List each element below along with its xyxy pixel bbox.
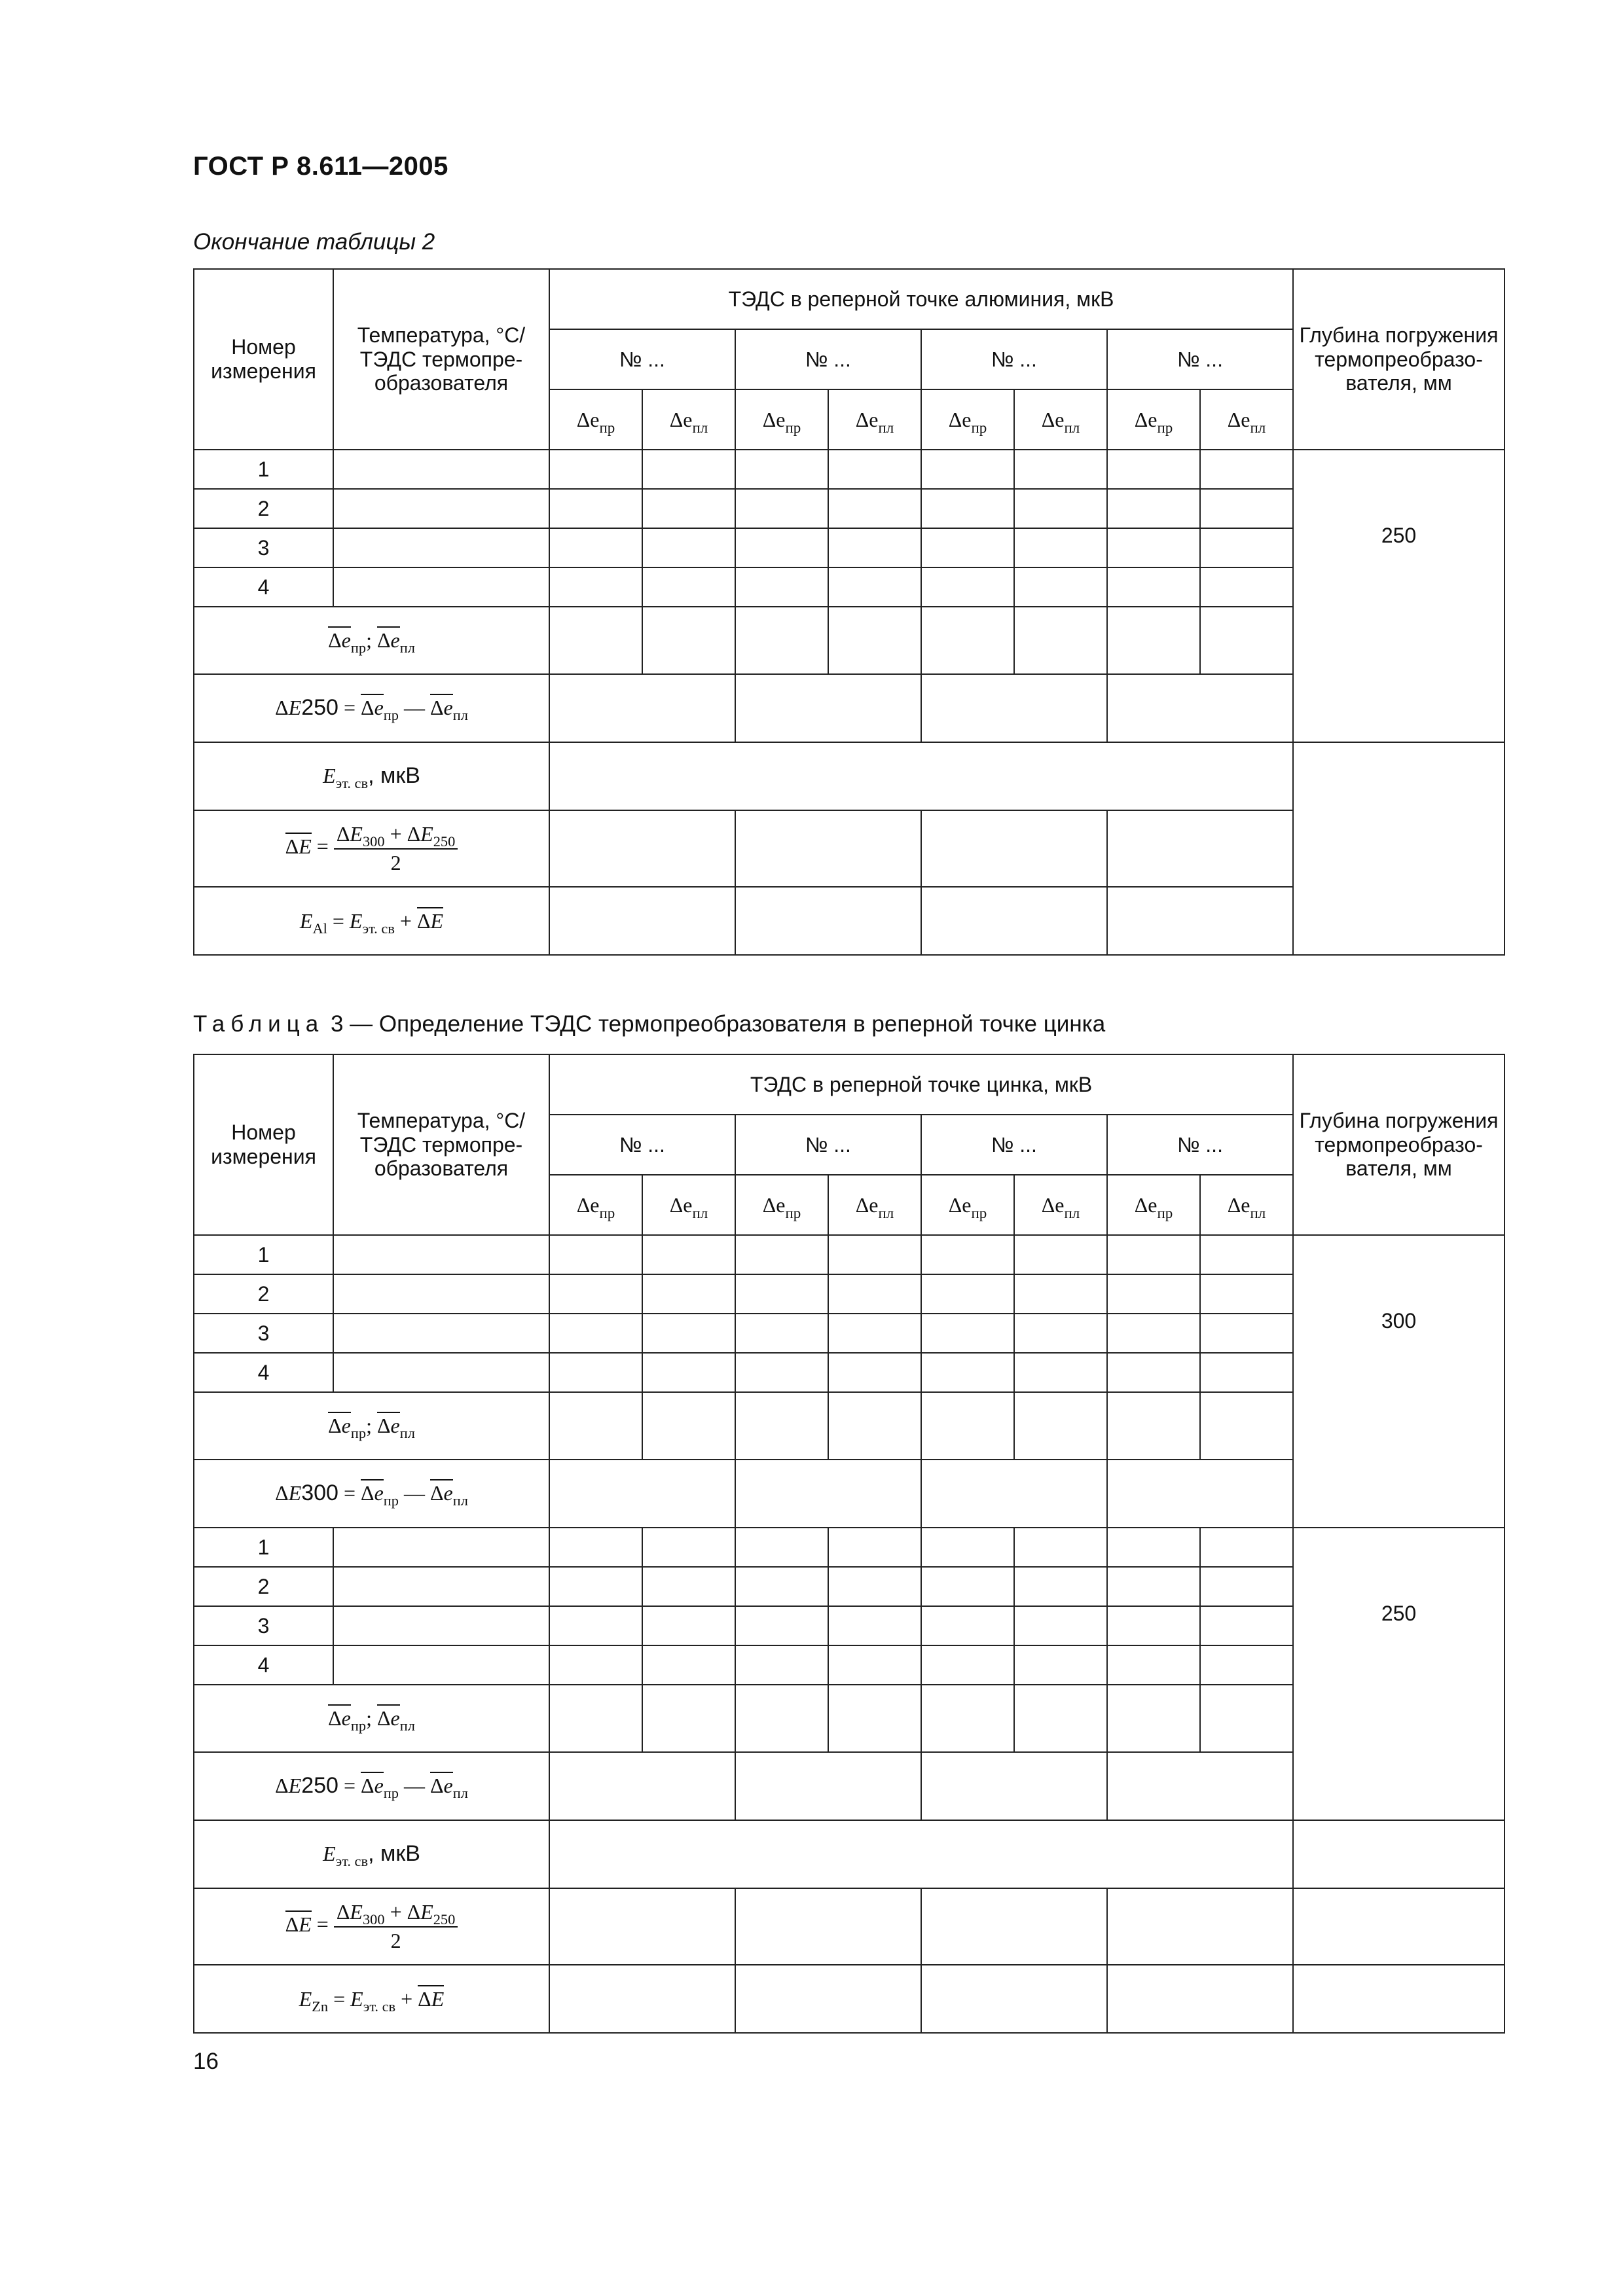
- data-cell: [549, 1645, 642, 1685]
- data-cell: [828, 1314, 921, 1353]
- data-cell: [1014, 1685, 1107, 1752]
- data-cell: [642, 607, 735, 674]
- data-cell: [921, 1353, 1014, 1392]
- header-instrument-no: № ...: [735, 1115, 921, 1175]
- temperature-cell: [333, 1314, 549, 1353]
- data-cell: [1107, 887, 1293, 955]
- header-instrument-no: № ...: [921, 1115, 1107, 1175]
- data-cell: [735, 674, 921, 742]
- data-cell: [549, 567, 642, 607]
- data-cell: [1107, 528, 1200, 567]
- data-cell: [735, 1567, 828, 1606]
- row-number: 2: [194, 1274, 333, 1314]
- data-cell: [1014, 1314, 1107, 1353]
- header-delta-e-pr: $\Delta e_{пр}$: [549, 1175, 642, 1235]
- temperature-cell: [333, 489, 549, 528]
- data-cell: [642, 1235, 735, 1274]
- immersion-depth-value: [1293, 1528, 1504, 1820]
- data-cell: [549, 1820, 1293, 1888]
- data-cell: [828, 1567, 921, 1606]
- data-cell: [921, 1314, 1014, 1353]
- data-cell: [1107, 1314, 1200, 1353]
- data-cell: [549, 1685, 642, 1752]
- data-cell: [1200, 528, 1293, 567]
- row-number: 1: [194, 450, 333, 489]
- row-number: 3: [194, 1314, 333, 1353]
- data-cell: [549, 1314, 642, 1353]
- data-cell: [921, 1567, 1014, 1606]
- empty-depth-cell: [1293, 742, 1504, 955]
- data-cell: [1107, 810, 1293, 887]
- row-number: 4: [194, 1645, 333, 1685]
- data-cell: [549, 1888, 735, 1965]
- header-delta-e-pr: $\Delta e_{пр}$: [1107, 1175, 1200, 1235]
- data-cell: [642, 1606, 735, 1645]
- data-cell: [642, 1274, 735, 1314]
- header-delta-e-pl: $\Delta e_{пл}$: [1014, 389, 1107, 450]
- data-cell: [1014, 607, 1107, 674]
- table-row: [194, 1528, 1504, 1567]
- data-cell: [1107, 1235, 1200, 1274]
- data-cell: [1107, 489, 1200, 528]
- header-delta-e-pr: $\Delta e_{пр}$: [735, 1175, 828, 1235]
- data-cell: [642, 528, 735, 567]
- header-delta-e-pl: $\Delta e_{пл}$: [828, 1175, 921, 1235]
- data-cell: [735, 1392, 828, 1460]
- data-cell: [735, 489, 828, 528]
- data-cell: [1107, 674, 1293, 742]
- data-cell: [1014, 1235, 1107, 1274]
- data-cell: [735, 1314, 828, 1353]
- data-cell: [642, 1567, 735, 1606]
- data-cell: [828, 607, 921, 674]
- delta-e250-formula: $\Delta E250 = \Delta e_{пр}$ — $\Delta e_{пл}$: [194, 1752, 549, 1820]
- data-cell: [642, 489, 735, 528]
- data-cell: [1107, 1645, 1200, 1685]
- mean-delta-e-formula: ΔE = $\frac{\Delta E_{300} + \Delta E_{250}}{2}$: [194, 810, 549, 887]
- data-cell: [921, 528, 1014, 567]
- data-cell: [1107, 1274, 1200, 1314]
- data-cell: [735, 1888, 921, 1965]
- data-cell: [1014, 489, 1107, 528]
- data-cell: [642, 450, 735, 489]
- data-cell: [1200, 1567, 1293, 1606]
- header-delta-e-pr: $\Delta e_{пр}$: [1107, 389, 1200, 450]
- data-cell: [1200, 1645, 1293, 1685]
- data-cell: [921, 1685, 1014, 1752]
- data-cell: [1200, 1353, 1293, 1392]
- data-cell: [1200, 1392, 1293, 1460]
- mean-deviation-formula: $\Delta e_{пр}$; $\Delta e_{пл}$: [194, 607, 549, 674]
- empty-depth-cell: [1293, 1965, 1504, 2033]
- temperature-cell: [333, 1645, 549, 1685]
- row-number: 1: [194, 1528, 333, 1567]
- data-cell: [1014, 567, 1107, 607]
- data-cell: [642, 1528, 735, 1567]
- data-cell: [921, 1965, 1107, 2033]
- data-cell: [1200, 450, 1293, 489]
- data-cell: [828, 1235, 921, 1274]
- header-instrument-no: № ...: [549, 1115, 735, 1175]
- data-cell: [1014, 1274, 1107, 1314]
- data-cell: [1107, 1567, 1200, 1606]
- mean-deviation-formula: $\Delta e_{пр}$; $\Delta e_{пл}$: [194, 1392, 549, 1460]
- header-delta-e-pl: $\Delta e_{пл}$: [642, 1175, 735, 1235]
- header-delta-e-pr: $\Delta e_{пр}$: [735, 389, 828, 450]
- data-cell: [828, 567, 921, 607]
- header-delta-e-pl: $\Delta e_{пл}$: [642, 389, 735, 450]
- temperature-cell: [333, 450, 549, 489]
- data-cell: [549, 1752, 735, 1820]
- empty-depth-cell: [1293, 1820, 1504, 1888]
- data-cell: [735, 607, 828, 674]
- table-3-caption: [193, 1011, 1105, 1037]
- data-cell: [921, 489, 1014, 528]
- table-row: [194, 450, 1504, 489]
- data-cell: [549, 1353, 642, 1392]
- header-instrument-no: № ...: [1107, 329, 1293, 389]
- row-number: 1: [194, 1235, 333, 1274]
- data-cell: [642, 567, 735, 607]
- data-cell: [921, 1235, 1014, 1274]
- row-number: 2: [194, 1567, 333, 1606]
- data-cell: [1200, 489, 1293, 528]
- data-cell: [549, 742, 1293, 810]
- delta-e250-formula: $\Delta E250 = \Delta e_{пр}$ — $\Delta e_{пл}$: [194, 674, 549, 742]
- data-cell: [735, 450, 828, 489]
- header-delta-e-pr: $\Delta e_{пр}$: [921, 1175, 1014, 1235]
- data-cell: [642, 1685, 735, 1752]
- header-instrument-no: № ...: [549, 329, 735, 389]
- data-cell: [1014, 1528, 1107, 1567]
- data-cell: [1107, 1888, 1293, 1965]
- data-cell: [549, 1460, 735, 1528]
- data-cell: [1107, 1392, 1200, 1460]
- data-cell: [921, 1752, 1107, 1820]
- depth-300: 300: [1381, 1309, 1417, 1333]
- data-cell: [1200, 1235, 1293, 1274]
- temperature-cell: [333, 1528, 549, 1567]
- empty-depth-cell: [1293, 1888, 1504, 1965]
- row-number: 4: [194, 1353, 333, 1392]
- data-cell: [828, 1392, 921, 1460]
- data-cell: [828, 450, 921, 489]
- data-cell: [549, 1965, 735, 2033]
- data-cell: [828, 1606, 921, 1645]
- data-cell: [828, 528, 921, 567]
- temperature-cell: [333, 567, 549, 607]
- data-cell: [921, 674, 1107, 742]
- data-cell: [735, 1274, 828, 1314]
- data-cell: [735, 1752, 921, 1820]
- header-temperature: Температура, °С/ТЭДС термопреобразователя: [333, 1054, 549, 1235]
- data-cell: [549, 607, 642, 674]
- data-cell: [1014, 450, 1107, 489]
- temperature-cell: [333, 1353, 549, 1392]
- data-cell: [642, 1314, 735, 1353]
- data-cell: [921, 810, 1107, 887]
- data-cell: [828, 1353, 921, 1392]
- data-cell: [642, 1392, 735, 1460]
- data-cell: [735, 567, 828, 607]
- header-delta-e-pl: $\Delta e_{пл}$: [1200, 389, 1293, 450]
- data-cell: [735, 1685, 828, 1752]
- data-cell: [1014, 1567, 1107, 1606]
- data-cell: [1107, 1353, 1200, 1392]
- table-3-caption-prefix: Таблица: [193, 1011, 325, 1037]
- data-cell: [735, 1606, 828, 1645]
- table-3-caption-text: 3 — Определение ТЭДС термопреобразователя в реперной точке цинка: [330, 1011, 1106, 1037]
- immersion-depth-value: [1293, 1235, 1504, 1528]
- immersion-depth-value: [1293, 450, 1504, 742]
- temperature-cell: [333, 1274, 549, 1314]
- data-cell: [735, 887, 921, 955]
- header-immersion-depth: Глубина погружения термопреобразователя, мм: [1293, 269, 1504, 450]
- data-cell: [549, 528, 642, 567]
- data-cell: [642, 1645, 735, 1685]
- data-cell: [735, 1353, 828, 1392]
- data-cell: [1014, 528, 1107, 567]
- data-cell: [921, 1606, 1014, 1645]
- data-cell: [1107, 1685, 1200, 1752]
- header-delta-e-pr: $\Delta e_{пр}$: [921, 389, 1014, 450]
- data-cell: [828, 489, 921, 528]
- header-temperature: Температура, °С/ТЭДС термопреобразователя: [333, 269, 549, 450]
- data-cell: [549, 1528, 642, 1567]
- data-cell: [735, 810, 921, 887]
- standard-designation: ГОСТ Р 8.611—2005: [193, 152, 448, 181]
- data-cell: [549, 450, 642, 489]
- data-cell: [1014, 1645, 1107, 1685]
- data-cell: [549, 1392, 642, 1460]
- data-cell: [735, 1645, 828, 1685]
- data-cell: [921, 450, 1014, 489]
- data-cell: [1107, 1460, 1293, 1528]
- data-cell: [1107, 1752, 1293, 1820]
- header-immersion-depth: Глубина погружения термопреобразователя, мм: [1293, 1054, 1504, 1235]
- data-cell: [549, 1606, 642, 1645]
- table-row: [194, 742, 1504, 810]
- table-2-caption: Окончание таблицы 2: [193, 229, 435, 255]
- data-cell: [1107, 1528, 1200, 1567]
- data-cell: [1200, 1685, 1293, 1752]
- table-row: [194, 1820, 1504, 1888]
- e-al-formula: $E_{Al} = E_{эт. св} + \Delta E$: [194, 887, 549, 955]
- zinc-point-table: [193, 1054, 1505, 2034]
- table-row: [194, 1235, 1504, 1274]
- data-cell: [921, 1888, 1107, 1965]
- header-measurement-no: Номер измерения: [194, 269, 333, 450]
- data-cell: [921, 1274, 1014, 1314]
- temperature-cell: [333, 1606, 549, 1645]
- data-cell: [1107, 607, 1200, 674]
- data-cell: [735, 1235, 828, 1274]
- data-cell: [1107, 567, 1200, 607]
- row-number: 3: [194, 528, 333, 567]
- data-cell: [1200, 1528, 1293, 1567]
- data-cell: [921, 1460, 1107, 1528]
- row-number: 4: [194, 567, 333, 607]
- e-zn-formula: $E_{Zn} = E_{эт. св} + \Delta E$: [194, 1965, 549, 2033]
- temperature-cell: [333, 528, 549, 567]
- data-cell: [1014, 1606, 1107, 1645]
- data-cell: [921, 567, 1014, 607]
- row-number: 3: [194, 1606, 333, 1645]
- reference-emf-label: $E_{эт. св}$, мкВ: [194, 1820, 549, 1888]
- header-instrument-no: № ...: [735, 329, 921, 389]
- header-delta-e-pl: $\Delta e_{пл}$: [1014, 1175, 1107, 1235]
- data-cell: [921, 887, 1107, 955]
- data-cell: [1107, 1606, 1200, 1645]
- data-cell: [1014, 1353, 1107, 1392]
- header-delta-e-pl: $\Delta e_{пл}$: [828, 389, 921, 450]
- data-cell: [735, 1460, 921, 1528]
- page-number: 16: [193, 2049, 219, 2074]
- header-tedc-zinc: ТЭДС в реперной точке цинка, мкВ: [549, 1054, 1293, 1115]
- header-instrument-no: № ...: [1107, 1115, 1293, 1175]
- data-cell: [735, 1965, 921, 2033]
- header-delta-e-pr: $\Delta e_{пр}$: [549, 389, 642, 450]
- temperature-cell: [333, 1235, 549, 1274]
- data-cell: [921, 1645, 1014, 1685]
- data-cell: [549, 489, 642, 528]
- data-cell: [1014, 1392, 1107, 1460]
- data-cell: [549, 1274, 642, 1314]
- data-cell: [735, 1528, 828, 1567]
- row-number: 2: [194, 489, 333, 528]
- table-row: [194, 1965, 1504, 2033]
- data-cell: [642, 1353, 735, 1392]
- depth-250: 250: [1381, 524, 1417, 548]
- data-cell: [1107, 450, 1200, 489]
- data-cell: [921, 1528, 1014, 1567]
- data-cell: [921, 1392, 1014, 1460]
- header-measurement-no: Номер измерения: [194, 1054, 333, 1235]
- data-cell: [1200, 607, 1293, 674]
- data-cell: [549, 810, 735, 887]
- data-cell: [549, 674, 735, 742]
- depth-250: 250: [1381, 1602, 1417, 1626]
- data-cell: [549, 887, 735, 955]
- table-row: [194, 1888, 1504, 1965]
- data-cell: [1107, 1965, 1293, 2033]
- data-cell: [1200, 1274, 1293, 1314]
- reference-emf-label: $E_{эт. св}$, мкВ: [194, 742, 549, 810]
- aluminium-point-table: [193, 268, 1505, 956]
- mean-delta-e-formula: ΔE = $\frac{\Delta E_{300} + \Delta E_{250}}{2}$: [194, 1888, 549, 1965]
- data-cell: [828, 1685, 921, 1752]
- data-cell: [828, 1645, 921, 1685]
- data-cell: [1200, 1314, 1293, 1353]
- data-cell: [828, 1528, 921, 1567]
- data-cell: [1200, 567, 1293, 607]
- header-tedc-aluminium: ТЭДС в реперной точке алюминия, мкВ: [549, 269, 1293, 329]
- data-cell: [828, 1274, 921, 1314]
- temperature-cell: [333, 1567, 549, 1606]
- data-cell: [549, 1235, 642, 1274]
- header-delta-e-pl: $\Delta e_{пл}$: [1200, 1175, 1293, 1235]
- header-instrument-no: № ...: [921, 329, 1107, 389]
- data-cell: [735, 528, 828, 567]
- data-cell: [921, 607, 1014, 674]
- delta-e300-formula: $\Delta E300 = \Delta e_{пр}$ — $\Delta e_{пл}$: [194, 1460, 549, 1528]
- data-cell: [1200, 1606, 1293, 1645]
- data-cell: [549, 1567, 642, 1606]
- mean-deviation-formula: $\Delta e_{пр}$; $\Delta e_{пл}$: [194, 1685, 549, 1752]
